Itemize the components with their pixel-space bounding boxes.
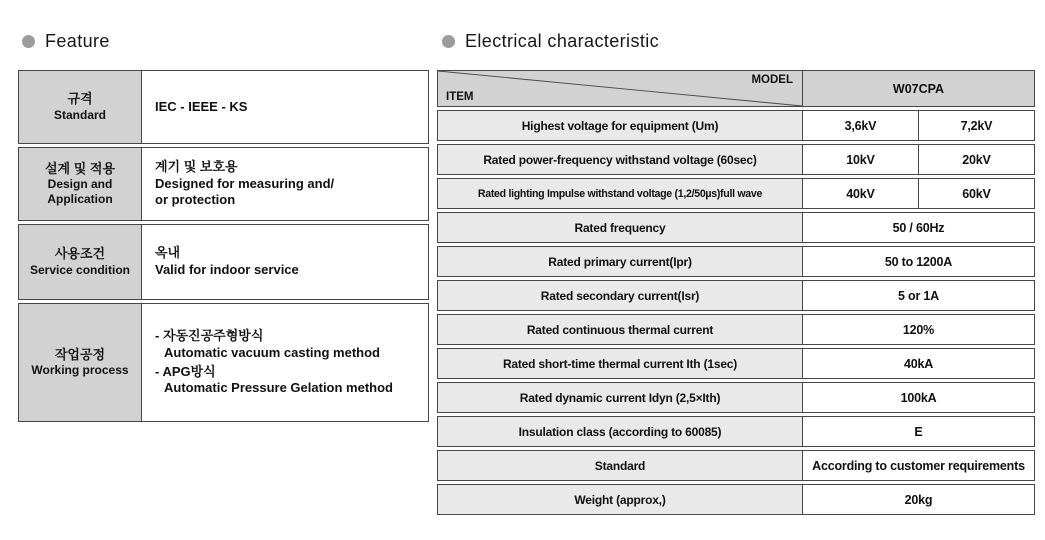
item-model-header-cell	[437, 70, 803, 107]
spec-value-2: 20kV	[919, 144, 1035, 175]
spec-value: 20kg	[803, 484, 1035, 515]
feature-value-design-application	[142, 147, 429, 221]
table-row	[437, 382, 1035, 413]
spec-item: Insulation class (according to 60085)	[437, 416, 803, 447]
spec-item: Weight (approx,)	[437, 484, 803, 515]
table-row	[437, 212, 1035, 243]
table-row	[437, 416, 1035, 447]
electrical-section-heading	[442, 31, 659, 52]
method-korean: - APG방식	[155, 363, 216, 379]
diagonal-divider	[438, 71, 802, 106]
feature-label-working-process	[18, 303, 142, 422]
table-row	[437, 280, 1035, 311]
item-header-label: ITEM	[446, 91, 474, 103]
content-line: IEC - IEEE - KS	[155, 98, 248, 114]
spec-value: E	[803, 416, 1035, 447]
spec-item: Rated secondary current(Isr)	[437, 280, 803, 311]
label-korean: 사용조건	[54, 246, 106, 262]
spec-value: 50 / 60Hz	[803, 212, 1035, 243]
spec-value: 50 to 1200A	[803, 246, 1035, 277]
content-line: 계기 및 보호용	[155, 158, 238, 174]
feature-table	[18, 67, 429, 425]
spec-value-2: 60kV	[919, 178, 1035, 209]
spec-item: Rated short-time thermal current Ith (1sec)	[437, 348, 803, 379]
table-row	[437, 178, 1035, 209]
spec-value: 100kA	[803, 382, 1035, 413]
process-method	[155, 364, 420, 398]
feature-value-working-process	[142, 303, 429, 422]
spec-item: Rated lighting Impulse withstand voltage (1,2/50µs)full wave	[437, 178, 803, 209]
spec-item: Rated dynamic current Idyn (2,5×Ith)	[437, 382, 803, 413]
spec-item: Standard	[437, 450, 803, 481]
bullet-icon	[22, 35, 35, 48]
spec-value-1: 40kV	[803, 178, 919, 209]
label-english: Working process	[31, 363, 129, 378]
feature-value-service-condition	[142, 224, 429, 300]
feature-section-heading	[22, 31, 110, 52]
label-english: Service condition	[29, 262, 131, 277]
label-korean: 설계 및 적용	[44, 160, 115, 176]
electrical-table	[437, 67, 1035, 518]
spec-value-1: 10kV	[803, 144, 919, 175]
spec-value-2: 7,2kV	[919, 110, 1035, 141]
label-korean: 작업공정	[54, 346, 106, 362]
table-row	[18, 303, 429, 422]
content-line: Valid for indoor service	[155, 262, 299, 277]
spec-value: 120%	[803, 314, 1035, 345]
method-english: Automatic Pressure Gelation method	[164, 380, 393, 396]
table-row	[437, 348, 1035, 379]
table-row	[437, 144, 1035, 175]
spec-value: 40kA	[803, 348, 1035, 379]
process-method	[155, 328, 420, 362]
spec-item: Highest voltage for equipment (Um)	[437, 110, 803, 141]
content-line: or protection	[155, 192, 236, 208]
spec-item: Rated power-frequency withstand voltage (60sec)	[437, 144, 803, 175]
label-english: Standard	[53, 107, 106, 122]
label-english: Design and Application	[47, 177, 113, 207]
spec-value: 5 or 1A	[803, 280, 1035, 311]
feature-heading-label: Feature	[45, 31, 110, 51]
spec-value-1: 3,6kV	[803, 110, 919, 141]
table-row	[437, 314, 1035, 345]
electrical-heading-label: Electrical characteristic	[465, 31, 660, 51]
model-name-header: W07CPA	[803, 70, 1035, 107]
feature-label-service-condition	[18, 224, 142, 300]
table-row	[437, 450, 1035, 481]
table-row	[18, 224, 429, 300]
label-korean: 규격	[67, 91, 93, 107]
model-header-label: MODEL	[751, 74, 793, 86]
spec-item: Rated primary current(Ipr)	[437, 246, 803, 277]
spec-value: According to customer requirements	[803, 450, 1035, 481]
spec-item: Rated continuous thermal current	[437, 314, 803, 345]
content-line: 옥내	[155, 245, 181, 261]
feature-value-standard	[142, 70, 429, 144]
table-row	[18, 70, 429, 144]
table-row	[437, 110, 1035, 141]
spec-item: Rated frequency	[437, 212, 803, 243]
feature-label-design-application	[18, 147, 142, 221]
table-row	[437, 246, 1035, 277]
method-english: Automatic vacuum casting method	[164, 344, 380, 360]
bullet-icon	[442, 35, 455, 48]
table-row	[437, 484, 1035, 515]
table-header-row	[437, 70, 1035, 107]
feature-label-standard	[18, 70, 142, 144]
method-korean: - 자동진공주형방식	[155, 327, 264, 343]
table-row	[18, 147, 429, 221]
content-line: Designed for measuring and/	[155, 175, 335, 191]
